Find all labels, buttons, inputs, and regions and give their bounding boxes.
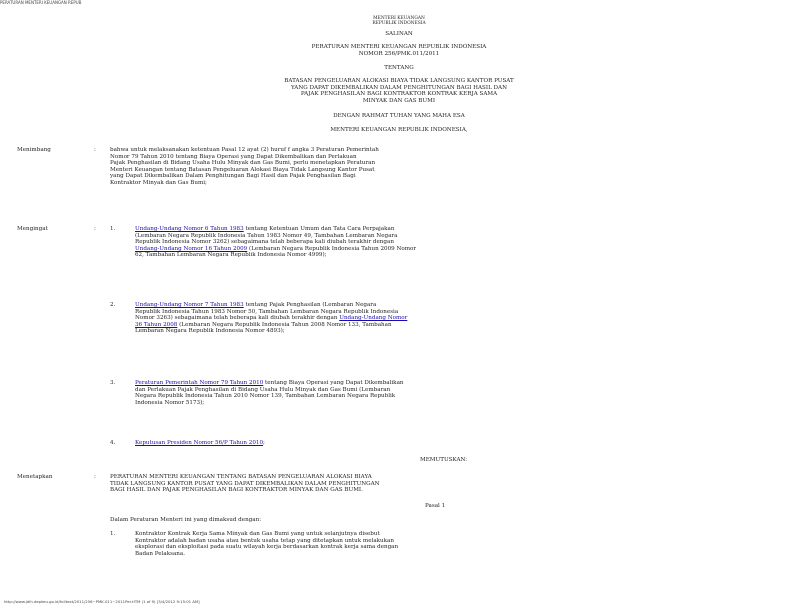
regulation-title	[200, 44, 598, 57]
recalling-item	[135, 380, 440, 406]
text-line: Badan Pelaksana.	[135, 550, 185, 557]
establish-colon: :	[94, 474, 96, 480]
text-line	[135, 393, 440, 400]
definition-text	[135, 531, 440, 557]
legal-reference-link[interactable]: 36 Tahun 2008	[135, 321, 178, 328]
subject-line: BATASAN PENGELUARAN ALOKASI BIAYA TIDAK LANGSUNG KANTOR PUSAT	[284, 78, 514, 84]
text-line: Kontraktor Minyak dan Gas Bumi;	[110, 179, 207, 186]
considering-colon: :	[94, 147, 96, 153]
text-line	[135, 239, 440, 246]
article-title: Pasal 1	[425, 503, 446, 509]
regulation-number: NOMOR 256/PMK.011/2011	[358, 50, 440, 57]
grace-line: DENGAN RAHMAT TUHAN YANG MAHA ESA	[333, 113, 465, 119]
text-segment: Lembaran Negara Republik Indonesia Nomor 4893);	[135, 328, 285, 335]
recalling-item	[135, 440, 440, 447]
text-segment: Indonesia Nomor 5173);	[135, 399, 205, 406]
text-line	[135, 302, 440, 309]
regulation-subject	[200, 78, 598, 104]
text-line	[135, 315, 440, 322]
text-segment: 62, Tambahan Lembaran Negara Republik Indonesia Nomor 4999);	[135, 252, 327, 259]
recalling-item	[135, 302, 440, 335]
recalling-item-number: 2.	[110, 302, 116, 308]
text-line: Nomor 79 Tahun 2010 tentang Biaya Operasi yang Dapat Dikembalikan dan Perlakuan	[110, 153, 357, 160]
about-label: TENTANG	[384, 65, 414, 71]
legal-reference-link[interactable]: Undang-Undang Nomor 16 Tahun 2009	[135, 245, 248, 252]
minister-line: MENTERI KEUANGAN REPUBLIK INDONESIA,	[330, 127, 468, 133]
text-segment: tentang Pajak Penghasilan (Lembaran Negara	[243, 302, 377, 308]
text-line: yang Dapat Dikembalikan Dalam Penghitungan Bagi Hasil dan Pajak Penghasilan Bagi	[110, 173, 356, 180]
recalling-item	[135, 226, 440, 259]
text-segment: ;	[263, 440, 265, 446]
legal-reference-link[interactable]: Undang-Undang Nomor 6 Tahun 1983	[135, 226, 244, 232]
establish-label: Menetapkan	[17, 474, 53, 480]
recalling-item-number: 1.	[110, 226, 116, 232]
ministry-heading	[200, 17, 598, 27]
ministry-line: MENTERI KEUANGAN	[373, 16, 425, 21]
text-line	[135, 328, 440, 335]
text-line: Kontraktor Kontrak Kerja Sama Minyak dan Gas Bumi yang untuk selanjutnya disebut	[135, 531, 380, 537]
text-segment: tentang Biaya Operasi yang Dapat Dikembalikan	[263, 380, 404, 386]
text-line	[135, 387, 440, 394]
legal-reference-link[interactable]: Keputusan Presiden Nomor 56/P Tahun 2010	[135, 440, 264, 446]
article-intro: Dalam Peraturan Menteri ini yang dimaksud dengan:	[110, 517, 262, 523]
decides-heading: MEMUTUSKAN:	[420, 457, 468, 463]
text-segment: Nomor 3263) sebagaimana telah beberapa kali diubah terakhir dengan	[135, 315, 340, 322]
legal-reference-link[interactable]: Peraturan Pemerintah Nomor 79 Tahun 2010	[135, 380, 264, 386]
legal-reference-link[interactable]: Undang-Undang Nomor	[339, 315, 408, 322]
text-segment: (Lembaran Negara Republik Indonesia Tahun 2008 Nomor 133, Tambahan	[177, 321, 392, 328]
text-line	[135, 400, 440, 407]
considering-text	[110, 147, 410, 187]
text-line	[135, 440, 440, 447]
text-line: Kontraktor adalah badan usaha atau bentuk usaha tetap yang ditetapkan untuk melakukan	[135, 537, 394, 544]
text-segment: (Lembaran Negara Republik Indonesia Tahun 1983 Nomor 49, Tambahan Lembaran Negara	[135, 232, 398, 239]
text-segment: Negara Republik Indonesia Tahun 2010 Nomor 139, Tambahan Lembaran Negara Republik	[135, 393, 396, 400]
text-line	[135, 380, 440, 387]
legal-reference-link[interactable]: Undang-Undang Nomor 7 Tahun 1983	[135, 302, 244, 308]
text-line: eksplorasi dan eksploitasi pada suatu wilayah kerja berdasarkan kontrak kerja sama dengan	[135, 544, 399, 551]
text-line	[135, 226, 440, 233]
text-segment: dan Perlakuan Pajak Penghasilan di Bidang Usaha Hulu Minyak dan Gas Bumi (Lembaran	[135, 386, 391, 393]
recalling-label: Mengingat	[17, 226, 48, 232]
definition-number: 1.	[110, 531, 116, 537]
text-line: bahwa untuk melaksanakan ketentuan Pasal 12 ayat (2) huruf f angka 3 Peraturan Pemerintah	[110, 147, 379, 153]
establish-text	[110, 474, 410, 494]
text-line: Menteri Keuangan tentang Batasan Pengeluaran Alokasi Biaya Tidak Langsung Kantor Pusat	[110, 166, 375, 173]
copy-label: SALINAN	[385, 31, 413, 37]
text-line: BAGI HASIL DAN PAJAK PENGHASILAN BAGI KONTRAKTOR MINYAK DAN GAS BUMI.	[110, 487, 363, 494]
regulation-title-line: PERATURAN MENTERI KEUANGAN REPUBLIK INDONESIA	[311, 44, 487, 50]
subject-line: PAJAK PENGHASILAN BAGI KONTRAKTOR KONTRAK KERJA SAMA	[300, 91, 498, 98]
text-segment: Republik Indonesia Tahun 1983 Nomor 50, Tambahan Lembaran Negara Republik Indonesia	[135, 308, 399, 315]
text-segment: Republik Indonesia Nomor 3262) sebagaimana telah beberapa kali diubah terakhir dengan	[135, 239, 394, 246]
recalling-item-number: 3.	[110, 380, 116, 386]
text-line: Pajak Penghasilan di Bidang Usaha Hulu Minyak dan Gas Bumi, perlu menetapkan Peraturan	[110, 160, 376, 167]
text-segment: (Lembaran Negara Republik Indonesia Tahun 2009 Nomor	[247, 245, 417, 252]
considering-label: Menimbang	[17, 147, 51, 153]
ministry-line: REPUBLIK INDONESIA	[372, 20, 426, 26]
recalling-item-number: 4.	[110, 440, 116, 446]
text-line: PERATURAN MENTERI KEUANGAN TENTANG BATASAN PENGELUARAN ALOKASI BIAYA	[110, 474, 372, 480]
text-line: TIDAK LANGSUNG KANTOR PUSAT YANG DAPAT DIKEMBALIKAN DALAM PENGHITUNGAN	[110, 480, 380, 487]
subject-line: MINYAK DAN GAS BUMI	[362, 97, 436, 104]
text-segment: tentang Ketentuan Umum dan Tata Cara Perpajakan	[243, 226, 395, 232]
recalling-colon: :	[94, 226, 96, 232]
subject-line: YANG DAPAT DIKEMBALIKAN DALAM PENGHITUNGAN BAGI HASIL DAN	[291, 84, 507, 91]
browser-print-header: PERATURAN MENTERI KEUANGAN REPUB	[0, 0, 82, 5]
text-line	[135, 252, 440, 259]
browser-print-footer-url: http://www.jdih.depkeu.go.id/fulltext/2011/256~PMK.011~2011Per.HTM (1 of 9) [3/4/2012 9:15:01 AM]	[4, 599, 200, 604]
